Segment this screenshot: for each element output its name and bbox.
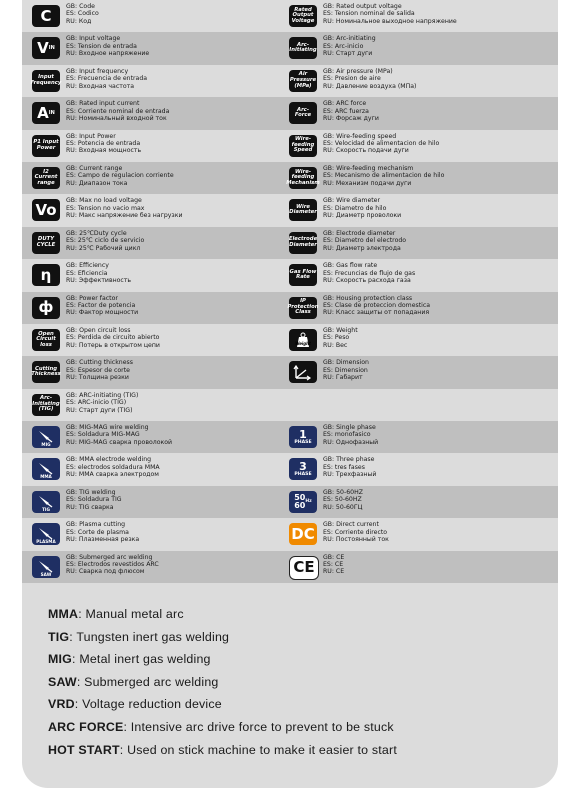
symbol-row <box>22 130 558 162</box>
svg-text:SAW: SAW <box>40 571 52 577</box>
lang-es-text: ES: Perdida de circuito abierto <box>66 334 160 342</box>
lang-ru-text: RU: Толщина резки <box>66 374 129 382</box>
lang-gb-text: GB: Arc-initiating <box>323 35 376 43</box>
plasma-icon <box>32 523 60 545</box>
lang-gb-text: GB: Gas flow rate <box>323 262 378 270</box>
i2-current-range-icon: I2 Current range <box>32 167 60 189</box>
definition-text: Voltage reduction device <box>82 697 222 712</box>
gas-flow-rate-icon: Gas Flow Rate <box>289 264 317 286</box>
lang-es-text: ES: 50-60HZ <box>323 496 362 504</box>
lang-es-text: ES: ARC fuerza <box>323 107 369 115</box>
lang-ru-text: RU: Код <box>66 17 92 25</box>
lang-es-text: ES: CE <box>323 561 344 569</box>
definition-line <box>48 693 548 716</box>
lang-gb-text: GB: Single phase <box>323 424 376 432</box>
lang-gb-text: GB: Rated input current <box>66 100 140 108</box>
definition-separator: : <box>74 697 83 712</box>
-icon: ф <box>32 297 60 319</box>
lang-ru-text: RU: Потерь в открытом цепи <box>66 341 160 349</box>
lang-ru-text: RU: Трехфазный <box>323 471 377 479</box>
lang-gb-text: GB: Air pressure (MPa) <box>323 67 393 75</box>
mig-icon <box>32 426 60 448</box>
symbol-entry <box>289 227 551 259</box>
symbol-description <box>66 327 160 349</box>
lang-ru-text: RU: Эффективность <box>66 276 132 284</box>
symbol-row <box>22 486 558 518</box>
definition-separator: : <box>72 652 80 667</box>
lang-ru-text: RU: TIG сварка <box>66 503 114 511</box>
arc-initiating-tig-icon: Arc-Initiating (TIG) <box>32 394 60 416</box>
symbol-row <box>22 389 558 421</box>
definition-line <box>48 739 548 762</box>
lang-es-text: ES: Arc-inicio <box>323 42 364 50</box>
lang-gb-text: GB: Dimension <box>323 359 369 367</box>
lang-ru-text: RU: Механизм подачи дуги <box>323 179 412 187</box>
symbol-description <box>323 262 415 284</box>
rated-output-voltage-icon: Rated Output Voltage <box>289 5 317 27</box>
lang-ru-text: RU: Входная мощность <box>66 147 142 155</box>
lang-ru-text: RU: Давление воздуха (МПа) <box>323 82 417 90</box>
definition-text: Submerged arc welding <box>84 674 219 689</box>
lang-gb-text: GB: CE <box>323 553 345 561</box>
cutting-thickness-icon: Cutting Thickness <box>32 361 60 383</box>
lang-ru-text: RU: Номинальное выходное напряжение <box>323 17 457 25</box>
definition-term: VRD <box>48 697 75 712</box>
open-circuit-loss-icon: Open Circuit loss <box>32 329 60 351</box>
lang-es-text: ES: Peso <box>323 334 350 342</box>
lang-ru-text: RU: CE <box>323 568 345 576</box>
svg-text:Weight: Weight <box>295 340 311 346</box>
symbol-row <box>22 421 558 453</box>
symbol-entry <box>32 65 290 97</box>
lang-ru-text: RU: Класс защиты от попадания <box>323 309 430 317</box>
definition-separator: : <box>123 719 131 734</box>
lang-gb-text: GB: Housing protection class <box>323 294 413 302</box>
input-frequency-icon: Input Frequency <box>32 70 60 92</box>
lang-gb-text: GB: Three phase <box>323 456 375 464</box>
ip-protection-class-icon: IP Protection Class <box>289 297 317 319</box>
lang-es-text: ES: Espesor de corte <box>66 366 130 374</box>
definition-term: ARC FORCE <box>48 719 124 734</box>
symbol-entry <box>32 0 290 32</box>
symbol-description <box>66 100 169 122</box>
symbol-row <box>22 227 558 259</box>
lang-gb-text: GB: Input voltage <box>66 35 121 43</box>
wire-feeding-mechanism-icon: Wire-feeding Mechanism <box>289 167 317 189</box>
symbol-entry <box>32 194 290 226</box>
symbol-row <box>22 518 558 550</box>
definition-line <box>48 603 548 626</box>
lang-ru-text: RU: Вес <box>323 341 348 349</box>
symbol-entry <box>289 194 551 226</box>
symbol-description <box>66 165 174 187</box>
symbol-entry <box>286 162 551 194</box>
definition-text: Manual metal arc <box>85 607 184 621</box>
lang-es-text: ES: Corriente nominal de entrada <box>66 107 170 115</box>
definition-text: Intensive arc drive force to prevent to be stuck <box>130 719 394 734</box>
definition-separator: : <box>78 607 86 621</box>
symbol-entry <box>32 292 290 324</box>
ce-icon: CE <box>289 556 319 580</box>
definition-text: Metal inert gas welding <box>79 652 211 667</box>
definition-term: SAW <box>48 674 77 689</box>
symbol-row <box>22 292 558 324</box>
lang-ru-text: RU: 25℃ Рабочий цикл <box>66 244 141 252</box>
50-60-hz-icon: 50 60 Hz <box>289 491 317 513</box>
lang-es-text: ES: Presion de aire <box>323 75 381 83</box>
symbol-row <box>22 0 558 32</box>
lang-gb-text: GB: Input frequency <box>66 67 129 75</box>
lang-es-text: ES: Mecanismo de alimentacion de hilo <box>323 172 445 180</box>
symbol-table <box>22 0 558 583</box>
lang-es-text: ES: Factor de potencia <box>66 301 136 309</box>
symbol-description <box>66 3 99 25</box>
lang-gb-text: GB: Input Power <box>66 132 116 140</box>
symbol-row <box>22 162 558 194</box>
symbol-description <box>66 197 182 219</box>
lang-es-text: ES: 25℃ ciclo de servicio <box>66 237 145 245</box>
lang-es-text: ES: Velocidad de alimentacion de hilo <box>323 139 440 147</box>
lang-ru-text: RU: Плазменная резка <box>66 536 140 544</box>
symbol-entry <box>289 292 551 324</box>
symbol-description <box>323 295 430 317</box>
lang-es-text: ES: ARC-inicio (TIG) <box>66 399 127 407</box>
symbol-description <box>66 35 149 57</box>
symbol-entry <box>32 421 290 453</box>
symbol-entry <box>289 518 551 550</box>
definition-term: HOT START <box>48 742 120 757</box>
symbol-row <box>22 356 558 388</box>
lang-ru-text: RU: Диапазон тока <box>66 179 128 187</box>
lang-ru-text: RU: Скорость расхода газа <box>323 276 411 284</box>
lang-es-text: ES: Corte de plasma <box>66 528 129 536</box>
symbol-description <box>323 133 439 155</box>
lang-es-text: ES: Frecuncias de flujo de gas <box>323 269 416 277</box>
symbol-description <box>66 133 141 155</box>
air-pressure-mpa-icon: Air Pressure (MPa) <box>289 70 317 92</box>
lang-ru-text: RU: Однофазный <box>323 438 379 446</box>
lang-gb-text: GB: Wire diameter <box>323 197 381 205</box>
lang-ru-text: RU: Старт дуги (TIG) <box>66 406 133 414</box>
definition-term: MMA <box>48 607 79 621</box>
symbol-entry <box>289 421 551 453</box>
lang-es-text: ES: Tension nominal de salida <box>323 10 415 18</box>
symbol-description <box>323 35 376 57</box>
lang-ru-text: RU: MMA сварка электродом <box>66 471 159 479</box>
1-phase-icon: 1 PHASE <box>289 426 317 448</box>
lang-es-text: ES: monofasico <box>323 431 371 439</box>
definition-separator: : <box>119 742 128 757</box>
lang-gb-text: GB: Electrode diameter <box>323 229 396 237</box>
symbol-legend-panel <box>22 0 558 788</box>
arc-initiating-icon: Arc-Initiating <box>289 37 317 59</box>
vo-icon: Vo <box>32 199 60 221</box>
lang-gb-text: GB: ARC-initiating (TIG) <box>66 391 139 399</box>
lang-ru-text: RU: Диаметр проволоки <box>323 212 402 220</box>
symbol-row <box>22 97 558 129</box>
lang-ru-text: RU: Постоянный ток <box>323 536 389 544</box>
lang-gb-text: GB: Rated output voltage <box>323 3 402 10</box>
symbol-row <box>22 324 558 356</box>
definition-text: Tungsten inert gas welding <box>76 629 230 644</box>
symbol-row <box>22 453 558 485</box>
lang-es-text: ES: Diametro del electrodo <box>323 237 407 245</box>
lang-gb-text: GB: Cutting thickness <box>66 359 133 367</box>
symbol-entry <box>32 130 290 162</box>
symbol-description <box>66 392 138 414</box>
symbol-entry <box>32 453 290 485</box>
symbol-entry <box>32 551 290 583</box>
symbol-description <box>66 262 131 284</box>
svg-text:MMA: MMA <box>40 474 52 480</box>
lang-gb-text: GB: Current range <box>66 164 123 172</box>
definition-separator: : <box>76 674 85 689</box>
c-icon: C <box>32 5 60 27</box>
symbol-description <box>66 68 147 90</box>
lang-ru-text: RU: 50-60ГЦ <box>323 503 363 511</box>
symbol-entry <box>32 486 290 518</box>
lang-es-text: ES: Tension de entrada <box>66 42 137 50</box>
arc-force-icon: Arc-Force <box>289 102 317 124</box>
svg-text:MIG: MIG <box>41 442 51 448</box>
symbol-entry <box>289 453 551 485</box>
lang-gb-text: GB: MIG-MAG wire welding <box>66 424 149 432</box>
symbol-row <box>22 259 558 291</box>
symbol-description <box>323 165 444 187</box>
symbol-description <box>66 521 139 543</box>
symbol-description <box>323 456 376 478</box>
definition-line <box>48 671 548 694</box>
symbol-entry <box>32 324 290 356</box>
symbol-description <box>66 230 144 252</box>
lang-ru-text: RU: Входное напряжение <box>66 50 150 58</box>
weight-icon <box>289 329 317 351</box>
lang-gb-text: GB: Max no load voltage <box>66 197 142 205</box>
abbreviation-definitions <box>48 603 548 761</box>
lang-gb-text: GB: Direct current <box>323 521 379 529</box>
lang-ru-text: RU: Входная частота <box>66 82 135 90</box>
lang-gb-text: GB: Plasma cutting <box>66 521 126 529</box>
lang-gb-text: GB: Efficiency <box>66 262 109 270</box>
symbol-description <box>323 521 389 543</box>
electrode-diameter-icon: Electrode Diameter <box>289 232 317 254</box>
symbol-description <box>323 554 344 576</box>
symbol-description <box>323 68 416 90</box>
symbol-row <box>22 65 558 97</box>
lang-es-text: ES: Potencia de entrada <box>66 139 141 147</box>
symbol-description <box>66 295 138 317</box>
lang-es-text: ES: electrodos soldadura MMA <box>66 463 160 471</box>
definition-line <box>48 648 548 671</box>
symbol-description <box>323 424 378 446</box>
symbol-entry <box>289 130 551 162</box>
wire-feeding-speed-icon: Wire-feeding Speed <box>289 135 317 157</box>
lang-ru-text: RU: Фактор мощности <box>66 309 139 317</box>
lang-ru-text: RU: Старт дуги <box>323 50 373 58</box>
symbol-description <box>323 327 358 349</box>
symbol-entry <box>32 227 290 259</box>
symbol-entry <box>32 162 290 194</box>
symbol-description <box>66 554 159 576</box>
wire-diameter-icon: Wire Diameter <box>289 199 317 221</box>
mma-icon <box>32 458 60 480</box>
lang-es-text: ES: Campo de regulacion corriente <box>66 172 174 180</box>
symbol-description <box>323 489 363 511</box>
a-in-icon: A IN <box>32 102 60 124</box>
symbol-entry <box>289 97 551 129</box>
symbol-description <box>66 424 172 446</box>
definition-line <box>48 626 548 649</box>
definition-separator: : <box>69 629 77 644</box>
-icon: η <box>32 264 60 286</box>
lang-es-text: ES: Frecuencia de entrada <box>66 75 148 83</box>
lang-gb-text: GB: Submerged arc welding <box>66 553 153 561</box>
v-in-icon: V IN <box>32 37 60 59</box>
lang-gb-text: GB: Wire-feeding mechanism <box>323 164 414 172</box>
dim-icon <box>289 361 317 383</box>
symbol-entry <box>32 518 290 550</box>
lang-es-text: ES: Corriente directo <box>323 528 388 536</box>
symbol-entry <box>32 389 290 421</box>
lang-gb-text: GB: Weight <box>323 326 358 334</box>
symbol-entry <box>289 32 551 64</box>
lang-es-text: ES: Soldadura TIG <box>66 496 122 504</box>
lang-gb-text: GB: ARC force <box>323 100 367 108</box>
symbol-row <box>22 32 558 64</box>
symbol-entry <box>289 486 551 518</box>
symbol-row <box>22 194 558 226</box>
lang-es-text: ES: Electrodos revestidos ARC <box>66 561 159 569</box>
lang-gb-text: GB: Code <box>66 3 95 10</box>
lang-ru-text: RU: Номинальный входной ток <box>66 114 167 122</box>
lang-gb-text: GB: Wire-feeding speed <box>323 132 397 140</box>
lang-ru-text: RU: Скорость подачи дуги <box>323 147 409 155</box>
3-phase-icon: 3 PHASE <box>289 458 317 480</box>
svg-text:PLASMA: PLASMA <box>36 539 56 545</box>
lang-es-text: ES: Clase de proteccion domestica <box>323 301 431 309</box>
definition-line <box>48 716 548 739</box>
lang-es-text: ES: Codico <box>66 10 99 18</box>
dc-icon: DC <box>289 523 317 545</box>
lang-gb-text: GB: MMA electrode welding <box>66 456 152 464</box>
symbol-description <box>66 456 160 478</box>
definition-term: MIG <box>48 652 73 667</box>
duty-cycle-icon: DUTY CYCLE <box>32 232 60 254</box>
lang-es-text: ES: Eficiencia <box>66 269 108 277</box>
lang-es-text: ES: tres fases <box>323 463 365 471</box>
symbol-entry <box>289 324 551 356</box>
lang-ru-text: RU: MIG-MAG сварка проволокой <box>66 438 173 446</box>
lang-ru-text: RU: Форсаж дуги <box>323 114 379 122</box>
symbol-description <box>323 359 369 381</box>
lang-gb-text: GB: TIG welding <box>66 488 116 496</box>
symbol-description <box>66 489 122 511</box>
symbol-entry <box>289 389 551 421</box>
symbol-description <box>323 230 406 252</box>
saw-icon <box>32 556 60 578</box>
lang-es-text: ES: Tension no vacio max <box>66 204 145 212</box>
p1-input-power-icon: P1 Input Power <box>32 135 60 157</box>
symbol-entry <box>289 65 551 97</box>
lang-gb-text: GB: Open circuit loss <box>66 326 131 334</box>
lang-es-text: ES: Soldadura MIG-MAG <box>66 431 140 439</box>
lang-ru-text: RU: Габарит <box>323 374 363 382</box>
symbol-description <box>323 100 379 122</box>
lang-es-text: ES: Dimension <box>323 366 368 374</box>
symbol-entry <box>289 259 551 291</box>
symbol-entry <box>32 32 290 64</box>
definition-text: Used on stick machine to make it easier to start <box>127 742 397 757</box>
lang-gb-text: GB: Power factor <box>66 294 118 302</box>
symbol-entry <box>32 97 290 129</box>
symbol-description <box>66 359 133 381</box>
lang-gb-text: GB: 50-60HZ <box>323 488 363 496</box>
symbol-entry <box>289 551 551 583</box>
lang-gb-text: GB: 25℃Duty cycle <box>66 229 127 237</box>
symbol-entry <box>289 356 551 388</box>
lang-ru-text: RU: Сварка под флюсом <box>66 568 145 576</box>
tig-icon <box>32 491 60 513</box>
symbol-entry <box>289 0 551 32</box>
svg-text:TIG: TIG <box>42 506 50 512</box>
lang-es-text: ES: Diametro de hilo <box>323 204 387 212</box>
lang-ru-text: RU: Диаметр электрода <box>323 244 401 252</box>
definition-term: TIG <box>48 629 70 644</box>
lang-ru-text: RU: Макс напряжение без нагрузки <box>66 212 183 220</box>
symbol-row <box>22 551 558 583</box>
symbol-entry <box>32 259 290 291</box>
symbol-description <box>323 3 457 25</box>
symbol-entry <box>32 356 290 388</box>
symbol-description <box>323 197 401 219</box>
